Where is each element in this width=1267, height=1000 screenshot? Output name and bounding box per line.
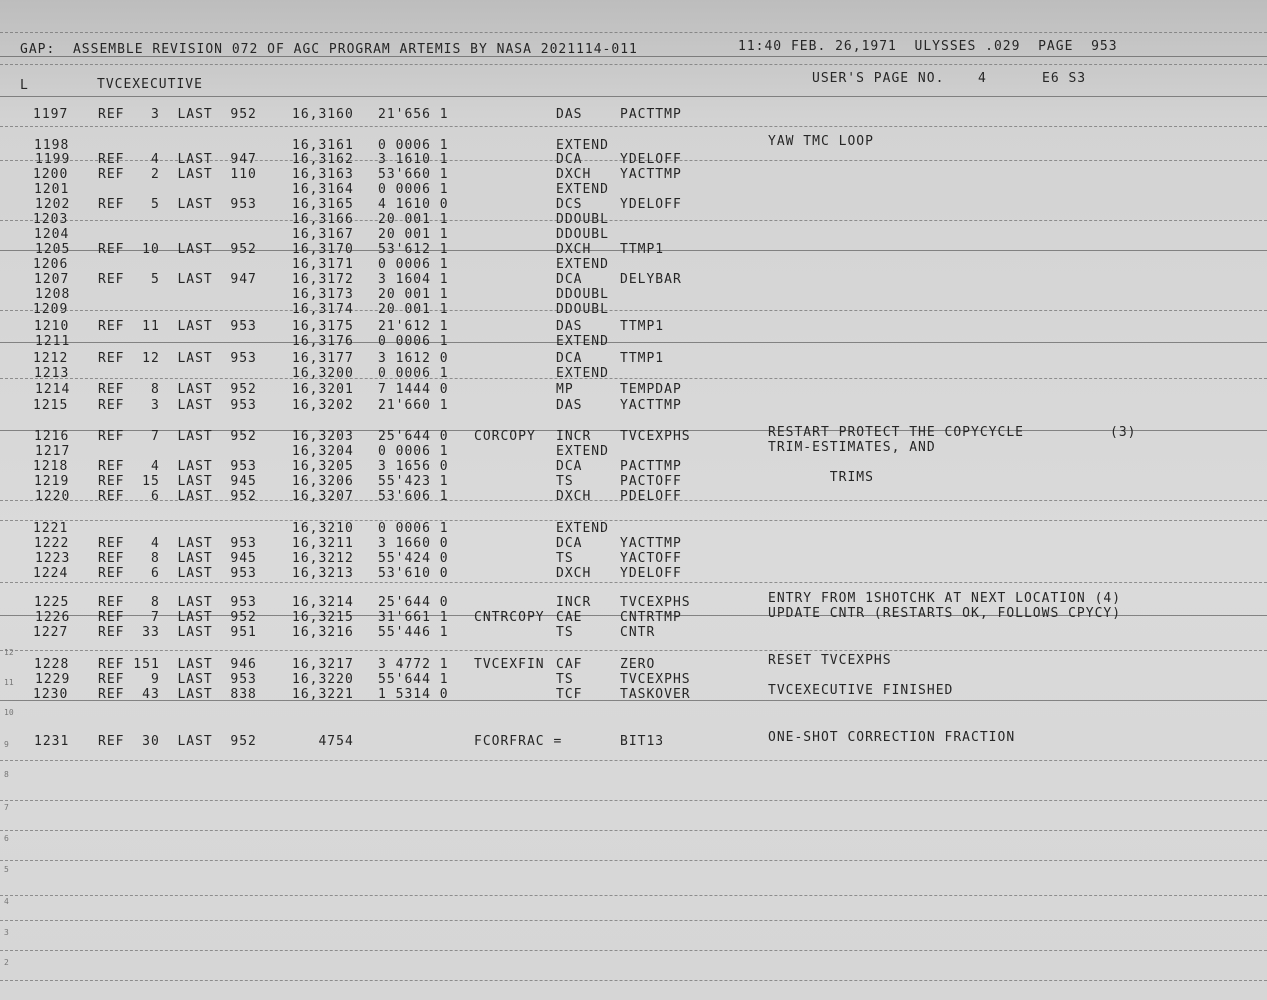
- row-ref: REF 4 LAST 953: [98, 459, 257, 474]
- row-addr: 16,3173: [292, 287, 354, 302]
- row-word: 3 1660 0: [378, 536, 449, 551]
- row-n: 1222: [34, 536, 70, 551]
- row-word: 55'423 1: [378, 474, 449, 489]
- row-label: CNTRCOPY: [474, 610, 545, 625]
- row-n: 1227: [33, 625, 69, 640]
- row-ref: REF 3 LAST 953: [98, 398, 257, 413]
- row-operand: TTMP1: [620, 351, 665, 366]
- row-addr: 16,3216: [292, 625, 354, 640]
- row-word: 55'424 0: [378, 551, 449, 566]
- row-op: TS: [556, 551, 574, 566]
- row-n: 1218: [33, 459, 69, 474]
- margin-mark: 10: [4, 708, 14, 717]
- row-n: 1205: [35, 242, 71, 257]
- rule-line: [0, 378, 1267, 379]
- row-extra: (3): [1110, 425, 1137, 440]
- row-op: EXTEND: [556, 182, 609, 197]
- row-word: 20 001 1: [378, 212, 449, 227]
- row-word: 3 4772 1: [378, 657, 449, 672]
- row-ref: REF 5 LAST 953: [98, 197, 257, 212]
- row-word: 3 1610 1: [378, 152, 449, 167]
- row-ref: REF 11 LAST 953: [98, 319, 257, 334]
- row-ref: REF 3 LAST 952: [98, 107, 257, 122]
- rule-line: [0, 96, 1267, 97]
- row-op: DAS: [556, 398, 583, 413]
- row-op: TCF: [556, 687, 583, 702]
- row-word: 25'644 0: [378, 429, 449, 444]
- row-operand: DELYBAR: [620, 272, 682, 287]
- row-op: CAF: [556, 657, 583, 672]
- row-operand: TASKOVER: [620, 687, 691, 702]
- row-ref: REF 10 LAST 952: [98, 242, 257, 257]
- row-comment: TRIMS: [768, 470, 874, 485]
- header-title: GAP: ASSEMBLE REVISION 072 OF AGC PROGRAM ARTEMIS BY NASA 2021114-011: [20, 42, 638, 57]
- row-word: 0 0006 1: [378, 138, 449, 153]
- row-addr: 16,3172: [292, 272, 354, 287]
- row-op: DXCH: [556, 489, 592, 504]
- row-n: 1219: [34, 474, 70, 489]
- row-word: 53'606 1: [378, 489, 449, 504]
- row-word: 25'644 0: [378, 595, 449, 610]
- row-n: 1225: [34, 595, 70, 610]
- row-word: 20 001 1: [378, 287, 449, 302]
- row-ref: REF 6 LAST 952: [98, 489, 257, 504]
- row-comment: RESET TVCEXPHS: [768, 653, 892, 668]
- row-comment: RESTART PROTECT THE COPYCYCLE: [768, 425, 1024, 440]
- header-timestamp: 11:40 FEB. 26,1971 ULYSSES .029 PAGE 953: [738, 39, 1118, 54]
- row-op: EXTEND: [556, 366, 609, 381]
- row-label: CORCOPY: [474, 429, 536, 444]
- margin-mark: 3: [4, 928, 9, 937]
- row-ref: REF 2 LAST 110: [98, 167, 257, 182]
- row-n: 1229: [35, 672, 71, 687]
- row-addr: 16,3200: [292, 366, 354, 381]
- row-n: 1213: [34, 366, 70, 381]
- row-operand: PDELOFF: [620, 489, 682, 504]
- row-addr: 16,3205: [292, 459, 354, 474]
- row-n: 1221: [33, 521, 69, 536]
- row-op: TS: [556, 672, 574, 687]
- row-op: TS: [556, 625, 574, 640]
- row-operand: YACTOFF: [620, 551, 682, 566]
- row-operand: ZERO: [620, 657, 656, 672]
- row-operand: CNTR: [620, 625, 656, 640]
- row-op: INCR: [556, 595, 592, 610]
- row-addr: 16,3171: [292, 257, 354, 272]
- row-operand: YDELOFF: [620, 197, 682, 212]
- row-n: 1230: [33, 687, 69, 702]
- row-ref: REF 30 LAST 952: [98, 734, 257, 749]
- row-n: 1211: [35, 334, 71, 349]
- row-op: EXTEND: [556, 521, 609, 536]
- rule-line: [0, 32, 1267, 33]
- row-op: EXTEND: [556, 138, 609, 153]
- row-operand: YACTTMP: [620, 167, 682, 182]
- row-n: 1206: [33, 257, 69, 272]
- row-word: 55'446 1: [378, 625, 449, 640]
- row-comment: UPDATE CNTR (RESTARTS OK, FOLLOWS CPYCY): [768, 606, 1122, 621]
- rule-line: [0, 950, 1267, 951]
- row-op: EXTEND: [556, 444, 609, 459]
- row-comment: ENTRY FROM 1SHOTCHK AT NEXT LOCATION (4): [768, 591, 1122, 606]
- row-addr: 16,3174: [292, 302, 354, 317]
- row-ref: REF 4 LAST 947: [98, 152, 257, 167]
- row-word: 20 001 1: [378, 302, 449, 317]
- row-ref: REF 8 LAST 953: [98, 595, 257, 610]
- header-user-page-number: 4: [978, 71, 987, 86]
- rule-line: [0, 126, 1267, 127]
- header-section-title: TVCEXECUTIVE: [97, 77, 203, 92]
- margin-mark: 7: [4, 803, 9, 812]
- row-operand: CNTRTMP: [620, 610, 682, 625]
- margin-mark: 4: [4, 897, 9, 906]
- margin-mark: 9: [4, 740, 9, 749]
- row-ref: REF 8 LAST 945: [98, 551, 257, 566]
- row-addr: 16,3176: [292, 334, 354, 349]
- row-addr: 16,3215: [292, 610, 354, 625]
- row-operand: BIT13: [620, 734, 665, 749]
- row-op: DCA: [556, 351, 583, 366]
- row-n: 1198: [34, 138, 70, 153]
- row-op: INCR: [556, 429, 592, 444]
- row-op: DCA: [556, 459, 583, 474]
- rule-line: [0, 760, 1267, 761]
- row-operand: YACTTMP: [620, 398, 682, 413]
- row-operand: PACTTMP: [620, 107, 682, 122]
- row-word: 21'660 1: [378, 398, 449, 413]
- row-op: DDOUBL: [556, 212, 609, 227]
- row-n: 1212: [33, 351, 69, 366]
- row-ref: REF 8 LAST 952: [98, 382, 257, 397]
- rule-line: [0, 582, 1267, 583]
- row-n: 1231: [34, 734, 70, 749]
- row-addr: 16,3166: [292, 212, 354, 227]
- row-n: 1215: [33, 398, 69, 413]
- rule-line: [0, 980, 1267, 981]
- row-word: 3 1612 0: [378, 351, 449, 366]
- row-op: DCA: [556, 536, 583, 551]
- rule-line: [0, 220, 1267, 221]
- row-operand: TEMPDAP: [620, 382, 682, 397]
- row-ref: REF 5 LAST 947: [98, 272, 257, 287]
- row-comment: TRIM-ESTIMATES, AND: [768, 440, 936, 455]
- row-ref: REF 4 LAST 953: [98, 536, 257, 551]
- row-addr: 16,3212: [292, 551, 354, 566]
- row-word: 53'660 1: [378, 167, 449, 182]
- row-word: 0 0006 1: [378, 444, 449, 459]
- row-operand: TVCEXPHS: [620, 429, 691, 444]
- row-n: 1223: [35, 551, 71, 566]
- row-addr: 16,3203: [292, 429, 354, 444]
- row-label: TVCEXFIN: [474, 657, 545, 672]
- row-addr: 16,3167: [292, 227, 354, 242]
- row-addr: 16,3162: [292, 152, 354, 167]
- row-word: 0 0006 1: [378, 521, 449, 536]
- row-addr: 16,3165: [292, 197, 354, 212]
- row-op: DXCH: [556, 566, 592, 581]
- row-n: 1216: [34, 429, 70, 444]
- header-code: E6 S3: [1042, 71, 1087, 86]
- row-word: 0 0006 1: [378, 182, 449, 197]
- rule-line: [0, 895, 1267, 896]
- row-addr: 16,3202: [292, 398, 354, 413]
- row-addr: 16,3214: [292, 595, 354, 610]
- row-word: 21'656 1: [378, 107, 449, 122]
- header-flag: L: [20, 78, 29, 93]
- row-op: DAS: [556, 319, 583, 334]
- row-operand: TTMP1: [620, 242, 665, 257]
- rule-line: [0, 310, 1267, 311]
- row-n: 1214: [35, 382, 71, 397]
- row-addr: 16,3217: [292, 657, 354, 672]
- row-word: 31'661 1: [378, 610, 449, 625]
- row-word: 55'644 1: [378, 672, 449, 687]
- row-addr: 16,3207: [292, 489, 354, 504]
- row-word: 21'612 1: [378, 319, 449, 334]
- margin-mark: 2: [4, 958, 9, 967]
- row-addr: 16,3206: [292, 474, 354, 489]
- row-ref: REF 33 LAST 951: [98, 625, 257, 640]
- row-operand: TVCEXPHS: [620, 672, 691, 687]
- row-addr: 16,3175: [292, 319, 354, 334]
- row-addr: 16,3204: [292, 444, 354, 459]
- rule-line: [0, 800, 1267, 801]
- margin-mark: 11: [4, 678, 14, 687]
- row-addr: 16,3213: [292, 566, 354, 581]
- row-op: TS: [556, 474, 574, 489]
- row-comment: ONE-SHOT CORRECTION FRACTION: [768, 730, 1016, 745]
- row-word: 3 1604 1: [378, 272, 449, 287]
- row-n: 1203: [33, 212, 69, 227]
- row-word: 0 0006 1: [378, 257, 449, 272]
- row-n: 1201: [34, 182, 70, 197]
- row-op: DDOUBL: [556, 287, 609, 302]
- row-op: DXCH: [556, 242, 592, 257]
- row-operand: TTMP1: [620, 319, 665, 334]
- row-ref: REF 15 LAST 945: [98, 474, 257, 489]
- row-op: CAE: [556, 610, 583, 625]
- row-op: DXCH: [556, 167, 592, 182]
- row-word: 20 001 1: [378, 227, 449, 242]
- row-word: 53'610 0: [378, 566, 449, 581]
- row-addr: 16,3210: [292, 521, 354, 536]
- row-comment: TVCEXECUTIVE FINISHED: [768, 683, 954, 698]
- row-n: 1226: [35, 610, 71, 625]
- row-ref: REF 7 LAST 952: [98, 429, 257, 444]
- row-ref: REF 43 LAST 838: [98, 687, 257, 702]
- row-op: DDOUBL: [556, 227, 609, 242]
- row-addr: 16,3163: [292, 167, 354, 182]
- row-addr: 16,3170: [292, 242, 354, 257]
- row-operand: YDELOFF: [620, 566, 682, 581]
- row-ref: REF 12 LAST 953: [98, 351, 257, 366]
- row-op: EXTEND: [556, 334, 609, 349]
- row-n: 1202: [35, 197, 71, 212]
- row-op: MP: [556, 382, 574, 397]
- row-op: EXTEND: [556, 257, 609, 272]
- rule-line: [0, 830, 1267, 831]
- row-n: 1220: [35, 489, 71, 504]
- row-word: 4 1610 0: [378, 197, 449, 212]
- row-n: 1200: [33, 167, 69, 182]
- row-n: 1217: [35, 444, 71, 459]
- rule-line: [0, 920, 1267, 921]
- row-operand: PACTTMP: [620, 459, 682, 474]
- row-operand: YACTTMP: [620, 536, 682, 551]
- row-ref: REF 7 LAST 952: [98, 610, 257, 625]
- row-op: DCS: [556, 197, 583, 212]
- row-n: 1199: [35, 152, 71, 167]
- row-label: FCORFRAC =: [474, 734, 563, 749]
- row-addr: 16,3164: [292, 182, 354, 197]
- row-addr: 16,3211: [292, 536, 354, 551]
- row-n: 1210: [34, 319, 70, 334]
- margin-mark: 6: [4, 834, 9, 843]
- row-n: 1204: [34, 227, 70, 242]
- row-word: 3 1656 0: [378, 459, 449, 474]
- row-ref: REF 151 LAST 946: [98, 657, 257, 672]
- rule-line: [0, 650, 1267, 651]
- rule-line: [0, 520, 1267, 521]
- header-user-page-label: USER'S PAGE NO.: [812, 71, 945, 86]
- row-n: 1224: [33, 566, 69, 581]
- row-word: 7 1444 0: [378, 382, 449, 397]
- row-operand: YDELOFF: [620, 152, 682, 167]
- row-word: 53'612 1: [378, 242, 449, 257]
- row-word: 0 0006 1: [378, 334, 449, 349]
- row-ref: REF 6 LAST 953: [98, 566, 257, 581]
- row-comment: YAW TMC LOOP: [768, 134, 874, 149]
- row-op: DDOUBL: [556, 302, 609, 317]
- margin-mark: 12: [4, 648, 14, 657]
- row-addr: 16,3220: [292, 672, 354, 687]
- row-operand: TVCEXPHS: [620, 595, 691, 610]
- rule-line: [0, 342, 1267, 343]
- rule-line: [0, 64, 1267, 65]
- row-n: 1209: [33, 302, 69, 317]
- row-op: DCA: [556, 272, 583, 287]
- row-addr: 16,3160: [292, 107, 354, 122]
- margin-mark: 8: [4, 770, 9, 779]
- row-n: 1228: [34, 657, 70, 672]
- row-addr: 16,3221: [292, 687, 354, 702]
- row-addr: 16,3177: [292, 351, 354, 366]
- row-operand: PACTOFF: [620, 474, 682, 489]
- row-ref: REF 9 LAST 953: [98, 672, 257, 687]
- row-addr: 16,3161: [292, 138, 354, 153]
- row-n: 1208: [35, 287, 71, 302]
- row-op: DCA: [556, 152, 583, 167]
- row-n: 1207: [34, 272, 70, 287]
- row-word: 1 5314 0: [378, 687, 449, 702]
- row-addr: 16,3201: [292, 382, 354, 397]
- row-word: 0 0006 1: [378, 366, 449, 381]
- row-addr: 4754: [292, 734, 354, 749]
- row-op: DAS: [556, 107, 583, 122]
- margin-mark: 5: [4, 865, 9, 874]
- row-n: 1197: [33, 107, 69, 122]
- rule-line: [0, 860, 1267, 861]
